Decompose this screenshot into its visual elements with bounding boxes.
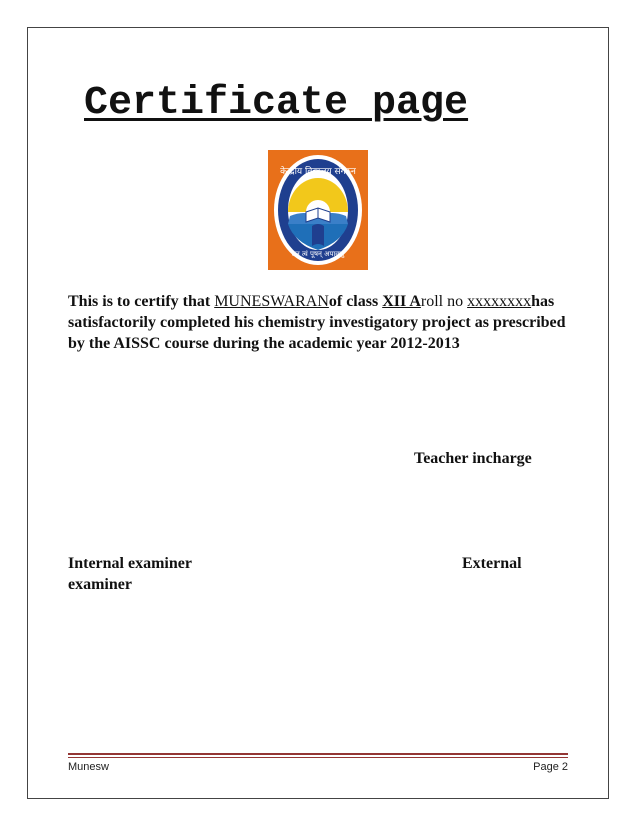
page-title: Certificate page bbox=[84, 81, 469, 126]
student-name: MUNESWARAN bbox=[214, 293, 329, 310]
intro-text: This is to certify that bbox=[68, 293, 215, 310]
footer-author: Munesw bbox=[68, 761, 109, 773]
footer-page-number: Page 2 bbox=[533, 761, 568, 773]
of-class-text: of class bbox=[328, 293, 383, 310]
footer-rule bbox=[68, 753, 568, 755]
internal-examiner-label: Internal examiner bbox=[68, 555, 192, 572]
roll-number: xxxxxxxx bbox=[467, 293, 532, 310]
class-name: XII A bbox=[382, 293, 421, 310]
completion-text: has satisfactorily completed his chemistry investigatory project as prescribed by the AISSC course during the academic year 2012-2013 bbox=[68, 293, 566, 352]
page-border bbox=[27, 27, 609, 799]
external-examiner-label-continued: examiner bbox=[68, 576, 132, 593]
examiner-signatures bbox=[68, 553, 568, 595]
roll-label: roll no bbox=[420, 293, 464, 310]
emblem-bottom-text: तत् त्वं पूषन् अपावृणु bbox=[291, 250, 345, 258]
external-examiner-label: External bbox=[462, 555, 522, 572]
footer-rule-thin bbox=[68, 757, 568, 758]
certificate-text bbox=[68, 291, 568, 354]
kendriya-vidyalaya-emblem-icon bbox=[268, 150, 368, 270]
emblem-top-text: केन्द्रीय विद्यालय संगठन bbox=[280, 167, 356, 177]
teacher-incharge-label: Teacher incharge bbox=[414, 450, 532, 467]
